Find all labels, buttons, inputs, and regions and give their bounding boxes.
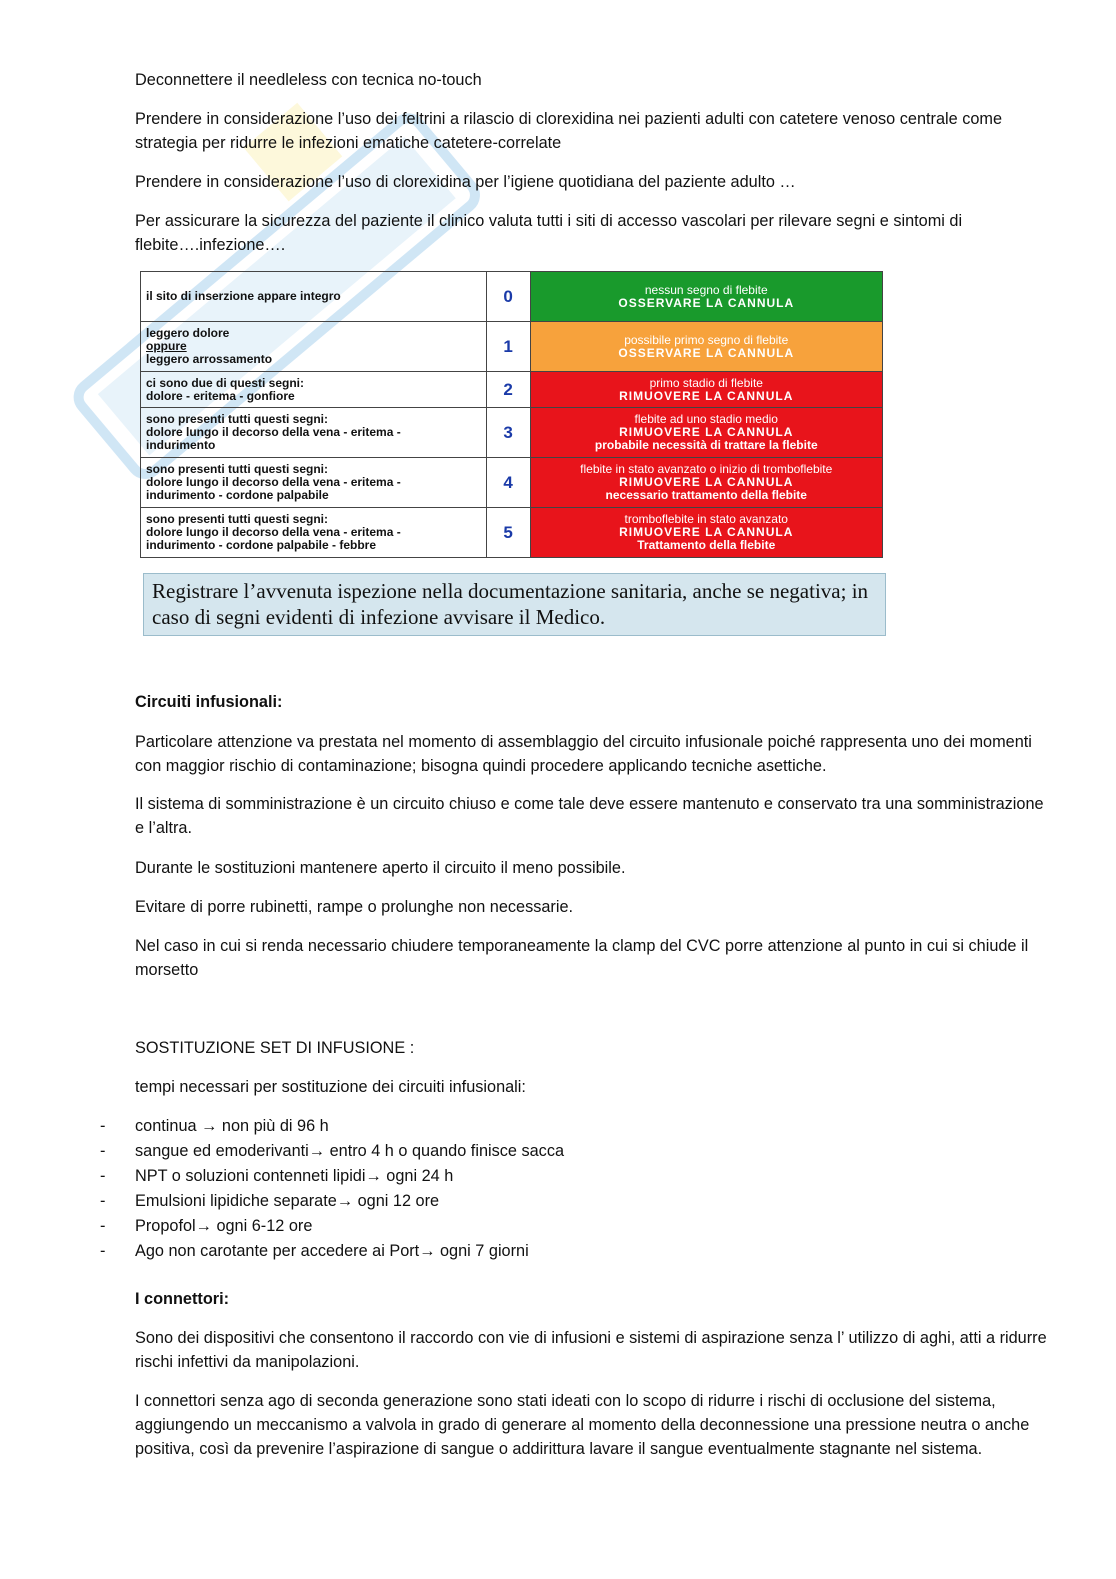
sign-line: dolore lungo il decorso della vena - eritema - <box>146 525 401 539</box>
table-cell-score: 2 <box>486 372 530 408</box>
table-row <box>141 322 883 372</box>
action-line: RIMUOVERE LA CANNULA <box>619 525 794 539</box>
sign-line: indurimento - cordone palpabile <box>146 488 329 502</box>
sign-line: sono presenti tutti questi segni: <box>146 412 329 426</box>
action-line: flebite in stato avanzato o inizio di tromboflebite <box>580 462 833 476</box>
table-cell-score: 0 <box>486 272 530 322</box>
table-cell-signs <box>141 372 487 408</box>
paragraph-circuiti-5: Nel caso in cui si renda necessario chiudere temporaneamente la clamp del CVC porre attenzione al punto in cui si chiude il morsetto <box>135 937 1029 979</box>
table-row <box>141 272 883 322</box>
action-line: necessario trattamento della flebite <box>605 488 807 502</box>
paragraph-feltrini: Prendere in considerazione l’uso dei feltrini a rilascio di clorexidina nei pazienti adulti con catetere venoso centrale come strategia per ridurre le infezioni ematiche catetere-correlate <box>135 110 1003 152</box>
list-item: - Ago non carotante per accedere ai Port→ ogni 7 giorni <box>100 1242 529 1260</box>
table-cell-action <box>530 372 882 408</box>
table-row <box>141 458 883 508</box>
paragraph-circuiti-1: Particolare attenzione va prestata nel momento di assemblaggio del circuito infusionale poiché rappresenta uno dei momenti con maggior rischio di contaminazione; bisogna quindi procedere applicando tecniche asettiche. <box>135 733 1032 775</box>
action-line: primo stadio di flebite <box>649 375 763 390</box>
paragraph-needleless: Deconnettere il needleless con tecnica no-touch <box>135 71 482 89</box>
action-line: tromboflebite in stato avanzato <box>624 512 788 526</box>
action-line: OSSERVARE LA CANNULA <box>618 295 795 310</box>
action-line: possibile primo segno di flebite <box>624 332 789 347</box>
sign-line: sono presenti tutti questi segni: <box>146 462 329 476</box>
paragraph-sostituzione-intro: tempi necessari per sostituzione dei circuiti infusionali: <box>135 1078 526 1096</box>
paragraph-circuiti-3: Durante le sostituzioni mantenere aperto il circuito il meno possibile. <box>135 859 626 877</box>
action-line: RIMUOVERE LA CANNULA <box>619 475 794 489</box>
table-cell-score: 1 <box>486 322 530 372</box>
sign-line: dolore lungo il decorso della vena - eritema - <box>146 475 401 489</box>
sign-line: indurimento - cordone palpabile - febbre <box>146 538 377 552</box>
action-line: Trattamento della flebite <box>637 538 776 552</box>
sign-line: il sito di inserzione appare integro <box>146 289 341 303</box>
heading-connettori: I connettori: <box>135 1290 230 1308</box>
table-cell-score: 5 <box>486 508 530 558</box>
inspection-note: Registrare l’avvenuta ispezione nella documentazione sanitaria, anche se negativa; in caso di segni evidenti di infezione avvisare il Medico. <box>143 573 886 636</box>
list-item: - Propofol→ ogni 6-12 ore <box>100 1217 313 1235</box>
sign-line: oppure <box>146 339 187 353</box>
table-row <box>141 408 883 458</box>
table-cell-action <box>530 408 882 458</box>
heading-sostituzione: SOSTITUZIONE SET DI INFUSIONE : <box>135 1039 415 1057</box>
paragraph-circuiti-2: Il sistema di somministrazione è un circuito chiuso e come tale deve essere mantenuto e conservato tra una somministrazione e l’altra. <box>135 795 1044 837</box>
paragraph-clorexidina: Prendere in considerazione l’uso di clorexidina per l’igiene quotidiana del paziente adulto … <box>135 173 796 191</box>
sign-line: dolore lungo il decorso della vena - eritema - <box>146 425 401 439</box>
replacement-times-list <box>100 1114 564 1264</box>
action-line: OSSERVARE LA CANNULA <box>618 345 795 360</box>
table-cell-action <box>530 272 882 322</box>
list-item: - NPT o soluzioni contenneti lipidi→ ogni 24 h <box>100 1167 454 1185</box>
list-item: - continua → non più di 96 h <box>100 1117 329 1135</box>
sign-line: leggero arrossamento <box>146 352 273 366</box>
sign-line: sono presenti tutti questi segni: <box>146 512 329 526</box>
table-cell-signs <box>141 508 487 558</box>
table-cell-signs <box>141 458 487 508</box>
sign-line: indurimento <box>146 438 216 452</box>
table-cell-score: 4 <box>486 458 530 508</box>
heading-circuiti: Circuiti infusionali: <box>135 693 283 711</box>
paragraph-circuiti-4: Evitare di porre rubinetti, rampe o prolunghe non necessarie. <box>135 898 574 916</box>
table-cell-action <box>530 508 882 558</box>
table-cell-signs <box>141 272 487 322</box>
phlebitis-score-table <box>140 271 883 558</box>
action-line: RIMUOVERE LA CANNULA <box>619 425 794 439</box>
list-item: - sangue ed emoderivanti→ entro 4 h o quando finisce sacca <box>100 1142 565 1160</box>
action-line: RIMUOVERE LA CANNULA <box>619 388 794 403</box>
table-cell-action <box>530 322 882 372</box>
table-cell-signs <box>141 408 487 458</box>
paragraph-connettori-2: I connettori senza ago di seconda generazione sono stati ideati con lo scopo di ridurre i rischi di occlusione del sistema, aggiungendo un meccanismo a valvola in grado di generare al momento della deconnessione una pressione neutra o anche positiva, così da prevenire l’aspirazione di sangue o addirittura lavare il sangue eventualmente stagnante nel sistema. <box>135 1392 1030 1458</box>
action-line: flebite ad uno stadio medio <box>634 412 778 426</box>
table-cell-signs <box>141 322 487 372</box>
list-item: - Emulsioni lipidiche separate→ ogni 12 ore <box>100 1192 440 1210</box>
action-line: nessun segno di flebite <box>644 282 768 297</box>
sign-line: dolore - eritema - gonfiore <box>146 388 295 403</box>
paragraph-connettori-1: Sono dei dispositivi che consentono il raccordo con vie di infusioni e sistemi di aspirazione senza l’ utilizzo di aghi, atti a ridurre rischi infettivi da manipolazioni. <box>135 1329 1047 1371</box>
action-line: probabile necessità di trattare la flebite <box>594 438 818 452</box>
table-cell-score: 3 <box>486 408 530 458</box>
table-cell-action <box>530 458 882 508</box>
sign-line: ci sono due di questi segni: <box>146 375 305 390</box>
paragraph-sicurezza: Per assicurare la sicurezza del paziente il clinico valuta tutti i siti di accesso vascolari per rilevare segni e sintomi di flebite….infezione…. <box>135 212 963 254</box>
table-row <box>141 372 883 408</box>
table-row <box>141 508 883 558</box>
sign-line: leggero dolore <box>146 326 230 340</box>
